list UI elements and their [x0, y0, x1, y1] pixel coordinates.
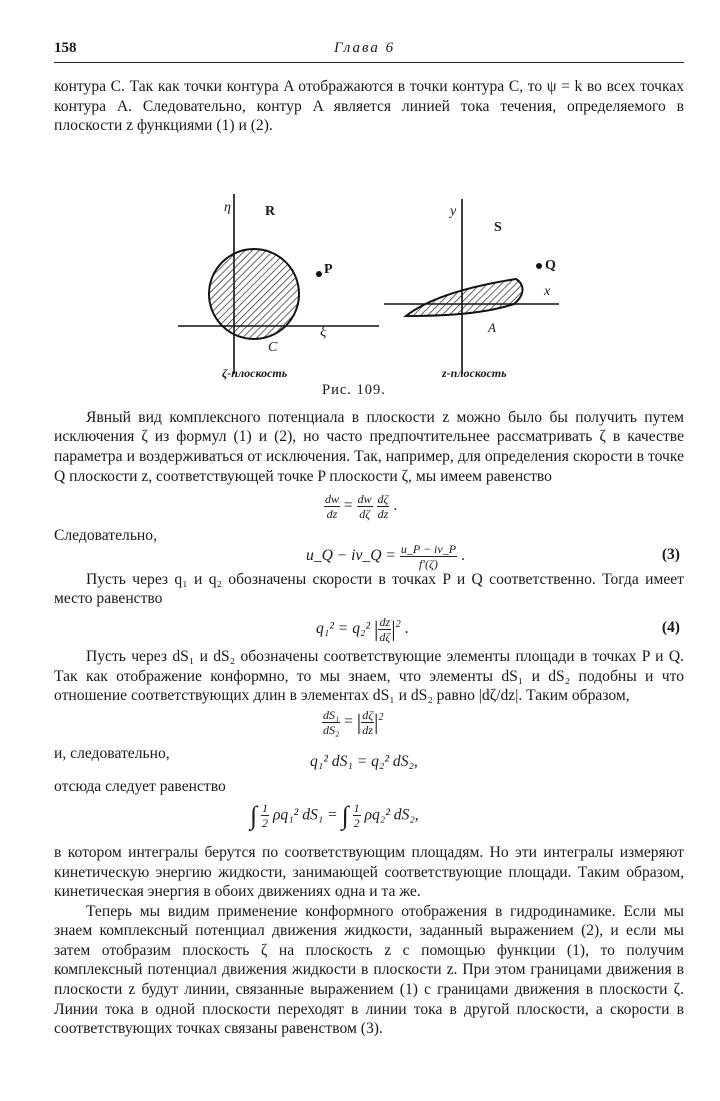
eta-label: η [224, 199, 231, 215]
zeta-plane-label: ζ-плоскость [222, 365, 288, 380]
equation-area-ratio: $\frac{\text{dS₁}}{\text{dS₂}}$ = | $\frac{d\zeta}{dz}$ $|^2$ [323, 707, 384, 737]
equation-3: u_Q − iv_Q = $\frac{u\_P - iv\_P}{f'(\zeta)}$ . (3) [306, 541, 680, 571]
point-q-dot [536, 263, 542, 269]
equation-integral: ∫ $\frac{1}{2}$ ρq₁² dS₁ = ∫ $\frac{1}{2}$ ρq₂² dS₂, [250, 800, 419, 831]
xi-label: ξ [320, 323, 327, 340]
equation-chain-rule: $\frac{dw}{dz}$ = $\frac{dw}{d\zeta}$ $\frac{d\zeta}{dz}$ . [325, 492, 398, 522]
airfoil-contour-a [406, 279, 523, 316]
paragraph-2: Явный вид комплексного потенциала в плоскости z можно было бы получить путем исключения ζ из формул (1) и (2), но часто предпочтительнее рассматривать ζ в качестве параметра и воздерживаться от исключения. Так, например, для определения скорости в точке Q плоскости z, соответствующей точке P плоскости ζ, мы имеем равенство [54, 408, 684, 485]
equation-4: q₁² = q₂² | $\frac{dz}{d\zeta}$ $|^2$ . (4) [316, 614, 680, 644]
z-plane-label: z-плоскость [442, 365, 507, 380]
figure-drawing [54, 144, 654, 380]
region-r-label: R [265, 203, 276, 219]
point-q-label: Q [545, 257, 556, 273]
figure-caption: Рис. 109. [322, 381, 386, 398]
paragraph-9: Теперь мы видим применение конформного отображения в гидродинамике. Если мы знаем комплексный потенциал движения жидкости, заданный выражением (2), и если мы затем отобразим плоскость ζ на плоскость z с помощью функции (1), то получим комплексный потенциал движения жидкости в плоскости z. При этом границами движения в плоскости z будут линии, связанные выражением (1) с границами движения в плоскости ζ. Линии тока в одной плоскости переходят в линии тока в другой плоскости, а скорости в соответствующих точках связаны равенством (3). [54, 902, 684, 1038]
paragraph-4: Пусть через q₁ и q₂ обозначены скорости в точках P и Q соответственно. Тогда имеет место равенство [54, 570, 684, 608]
equation-energy-element: q₁² dS₁ = q₂² dS₂, [310, 753, 418, 771]
equation-4-number: (4) [661, 618, 680, 636]
point-p-dot [316, 271, 322, 277]
figure-109 [54, 144, 684, 404]
paragraph-6: и, следовательно, [54, 744, 170, 762]
y-label: y [450, 203, 457, 219]
page-number: 158 [54, 40, 77, 56]
paragraph-3: Следовательно, [54, 527, 157, 545]
paragraph-7: отсюда следует равенство [54, 778, 226, 796]
paragraph-1: контура C. Так как точки контура A отображаются в точки контура C, то ψ = k во всех точках контура A. Следовательно, контур A является линией тока течения, определяемого в плоскости z функциями (1) и (2). [54, 78, 684, 135]
book-page [54, 36, 684, 1039]
region-s-label: S [494, 219, 502, 235]
point-p-label: P [324, 261, 333, 277]
circle-contour-c [209, 249, 299, 339]
paragraph-8: в котором интегралы берутся по соответствующим площадям. Но эти интегралы измеряют кинетическую энергию жидкости, занимающей соответствующие площади. Таким образом, кинетическая энергия в обоих движениях одна и та же. [54, 843, 684, 901]
page-header [54, 36, 684, 63]
equation-3-number: (3) [661, 545, 680, 563]
paragraph-5: Пусть через dS₁ и dS₂ обозначены соответствующие элементы площади в точках P и Q. Так как отображение конформно, то мы знаем, что элементы dS₁ и dS₂ подобны и что отношение соответствующих длин в элементах dS₁ и dS₂ равно |dζ/dz|. Таким образом, [54, 647, 684, 705]
contour-a-label: A [488, 319, 496, 335]
chapter-title: Глава 6 [334, 40, 396, 56]
contour-c-label: C [268, 339, 278, 355]
x-label: x [544, 283, 551, 299]
